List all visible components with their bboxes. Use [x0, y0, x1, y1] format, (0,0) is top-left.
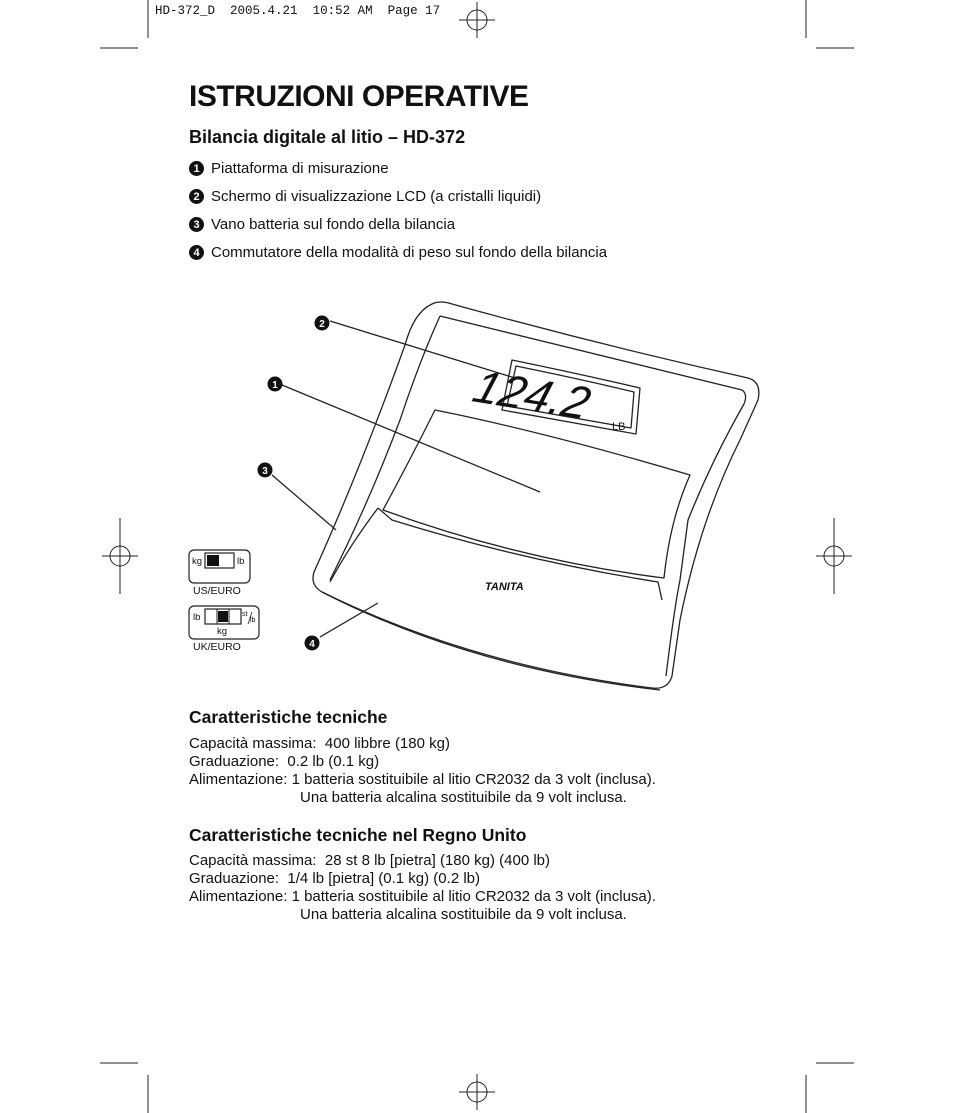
print-header-file: HD-372_D [155, 4, 216, 18]
measuring-platform [383, 410, 690, 578]
spec-value: 400 libbre (180 kg) [324, 735, 450, 752]
spec-row [189, 888, 656, 906]
specs-title: Caratteristiche tecniche [189, 707, 388, 727]
lcd-display-value: 124.2 [467, 360, 597, 429]
part-label: Schermo di visualizzazione LCD (a cristalli liquidi) [211, 188, 542, 205]
spec-value: 1/4 lb [pietra] (0.1 kg) (0.2 lb) [287, 870, 480, 887]
switch-uk-right-top-label: st [242, 611, 248, 618]
spec-continuation: Una batteria alcalina sostituibile da 9 volt inclusa. [300, 906, 627, 923]
spec-label: Capacità massima: [189, 852, 317, 869]
switch-us-euro [189, 550, 250, 597]
switch-us-caption: US/EURO [193, 585, 241, 597]
brand-logo: TANITA [485, 581, 524, 593]
spec-label: Capacità massima: [189, 735, 317, 752]
spec-value: 1 batteria sostituibile al litio CR2032 da 3 volt (inclusa). [291, 888, 656, 905]
callout-2-number: 2 [319, 319, 325, 330]
switch-uk-bottom-label: kg [217, 626, 228, 637]
part-number: 2 [189, 189, 204, 204]
spec-label: Graduazione: [189, 753, 280, 770]
lcd-display-unit: LB [612, 421, 626, 433]
spec-label: Alimentazione: [189, 888, 288, 905]
callout-3-number: 3 [262, 466, 268, 477]
switch-uk-caption: UK/EURO [193, 641, 241, 653]
part-label: Commutatore della modalità di peso sul fondo della bilancia [211, 244, 608, 261]
part-number: 4 [189, 245, 204, 260]
switch-us-right-label: lb [237, 556, 245, 567]
spec-continuation: Una batteria alcalina sostituibile da 9 volt inclusa. [300, 789, 627, 806]
spec-label: Alimentazione: [189, 771, 288, 788]
print-header-page: Page 17 [387, 4, 441, 18]
spec-label: Graduazione: [189, 870, 280, 887]
part-label: Vano batteria sul fondo della bilancia [211, 216, 456, 233]
specs-uk-title: Caratteristiche tecniche nel Regno Unito [189, 825, 527, 845]
specs-uk-list [189, 852, 656, 924]
callout-4-number: 4 [309, 639, 315, 650]
print-header-date: 2005.4.21 [230, 4, 298, 18]
spec-row [189, 852, 656, 870]
spec-value: 0.2 lb (0.1 kg) [287, 753, 380, 770]
callout-leader-4 [320, 603, 378, 637]
spec-row [189, 753, 656, 771]
spec-row [189, 771, 656, 789]
callout-1-number: 1 [272, 380, 278, 391]
switch-uk-euro [189, 606, 259, 653]
page-title: ISTRUZIONI OPERATIVE [189, 80, 529, 113]
callout-leader-3 [272, 475, 336, 530]
spec-value: 1 batteria sostituibile al litio CR2032 da 3 volt (inclusa). [291, 771, 656, 788]
switch-uk-left-label: lb [193, 612, 201, 623]
spec-row [189, 870, 656, 888]
spec-value: 28 st 8 lb [pietra] (180 kg) (400 lb) [324, 852, 551, 869]
print-header-time: 10:52 AM [312, 4, 373, 18]
switch-uk-right-bottom-label: lb [250, 617, 256, 624]
spec-row [189, 735, 656, 753]
specs-list [189, 735, 656, 807]
part-number: 1 [189, 161, 204, 176]
part-number: 3 [189, 217, 204, 232]
part-label: Piattaforma di misurazione [211, 160, 389, 177]
page-subtitle: Bilancia digitale al litio – HD-372 [189, 127, 466, 147]
scale-outer-body [313, 302, 759, 688]
switch-us-left-label: kg [192, 556, 203, 567]
